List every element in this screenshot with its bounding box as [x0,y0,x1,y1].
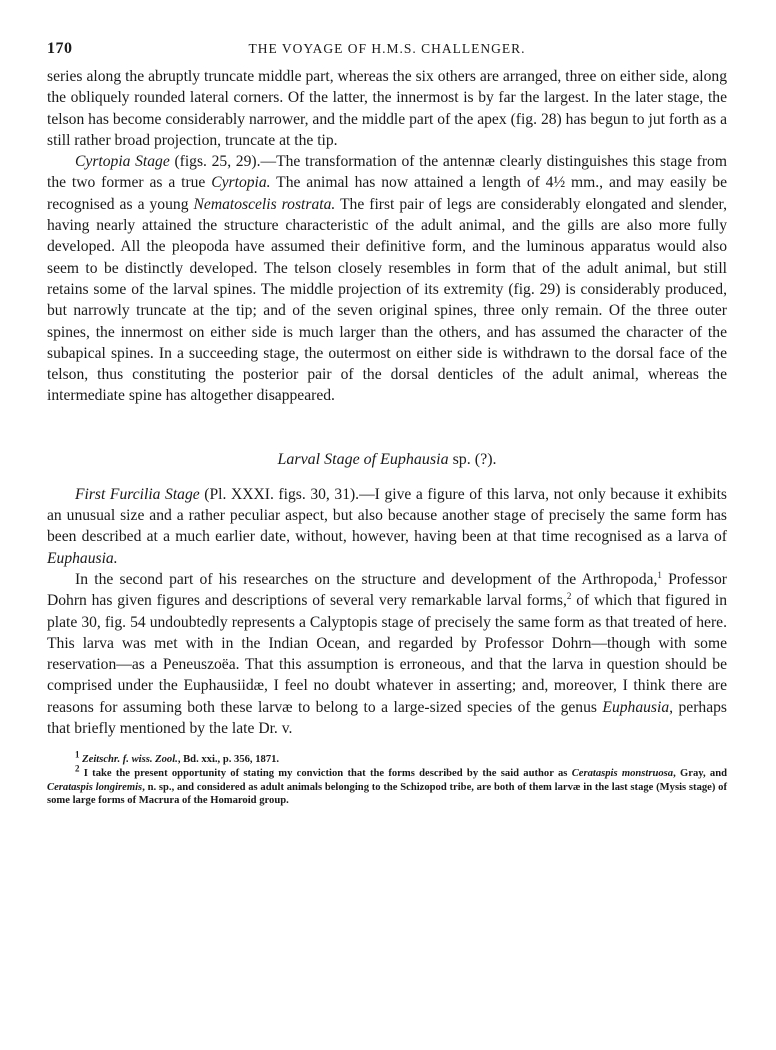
text-span: , Gray, and [673,767,727,779]
cyrtopia-stage-lead: Cyrtopia Stage [75,153,170,171]
text-span: , n. sp., and considered as adult animals belonging to the Schizopod tribe, are both of them larvæ in the last stage (Mysis stage) of some large forms of Macrura of the Homaroid group. [47,781,727,807]
italic-cerataspis-longiremis: Cerataspis longiremis [47,781,143,793]
italic-euphausia: Euphausia. [47,549,118,567]
italic-cerataspis-monstruosa: Cerataspis monstruosa [571,767,674,779]
italic-cyrtopia: Cyrtopia. [211,174,271,192]
text-span: The first pair of legs are considerably elongated and slender, having nearly attained the structure characteristic of the adult animal, and the gills are also more fully developed. All the pleopoda have assumed their definitive form, and the luminous apparatus would also seem to be distinctly developed. The telson closely resembles in form that of the adult animal, but still retains some of the larval spines. The middle projection of its extremity (fig. 29) is considerably produced, but narrowly truncate at the tip; and of the seven original spines, three only remain. Of the three outer spines, the innermost on either side is much larger than the others, and has assumed the character of the subapical spines. In a succeeding stage, the outermost on either side is withdrawn to the dorsal face of the telson, thus constituting the posterior pair of the dorsal denticles of the adult animal, whereas the intermediate spine has altogether disappeared. [47,195,727,405]
running-title: THE VOYAGE OF H.M.S. CHALLENGER. [248,41,526,56]
footnote-1 [47,749,727,767]
text-span: (Pl. XXXI. figs. 30, 31).—I give a figure of this larva, not only because it exhibits an unusual size and a rather peculiar aspect, but also because another stage of precisely the same form has been described at a much earlier date, without, however, having been at that time recognised as a larva of [47,485,727,546]
text-span: The animal has now attained a length of 4½ mm., and may easily be recognised as a young [47,174,728,213]
footnote-ref-1[interactable]: 1 [657,569,662,580]
page-number: 170 [47,40,73,57]
text-span: of which that figured in plate 30, fig. 54 undoubtedly represents a Calyptopis stage of precisely the same form as that treated of here. This larva was met with in the Indian Ocean, and regarded by Professor Dohrn—though with some reservation—as a Peneuszoëa. That this assumption is erroneous, and that the larva in question should be comprised under the Euphausiidæ, I feel no doubt whatever in asserting; and, moreover, I think there are reasons for assuming both these larvæ to belong to a large-sized species of the genus [47,592,727,716]
section-heading [47,450,727,470]
footnote-mark-1: 1 [75,749,80,760]
section-heading-rest: sp. (?). [448,450,497,468]
paragraph-dohrn [47,569,727,739]
page-header [47,40,727,66]
text-span: (figs. 25, 29).—The transformation of the antennæ clearly distinguishes this stage from the two former as a true [47,153,727,192]
italic-nematoscelis: Nematoscelis rostrata. [193,195,336,213]
paragraph-cyrtopia-stage [47,151,727,407]
footnotes [47,749,727,807]
footnote-2 [47,763,727,808]
text-span: Professor Dohrn has given figures and descriptions of several very remarkable larval forms, [47,570,727,610]
paragraph-first-furcilia [47,484,727,569]
page [47,40,727,808]
paragraph-telson-stage: series along the abruptly truncate middle part, whereas the six others are arranged, three on either side, along the obliquely rounded lateral corners. Of the latter, the innermost is by far the largest. In the later stage, the telson has become considerably narrower, and the middle part of the apex (fig. 28) has begun to jut forth as a still rather broad projection, truncate at the tip. [47,68,727,149]
footnote-mark-2: 2 [75,763,80,774]
section-heading-italic: Larval Stage of Euphausia [277,450,449,468]
text-span: In the second part of his researches on the structure and development of the Arthropoda, [75,570,658,588]
italic-euphausia-genus: Euphausia, [602,698,674,716]
first-furcilia-lead: First Furcilia Stage [75,485,200,503]
text-span: perhaps that briefly mentioned by the late Dr. v. [47,698,727,738]
footnote-ref-2[interactable]: 2 [566,591,572,602]
text-span: I take the present opportunity of stating my conviction that the forms described by the said author as [79,767,572,779]
footnote-journal: Zeitschr. f. wiss. Zool. [82,754,178,766]
text-span: , Bd. xxi., p. 356, 1871. [177,754,280,766]
